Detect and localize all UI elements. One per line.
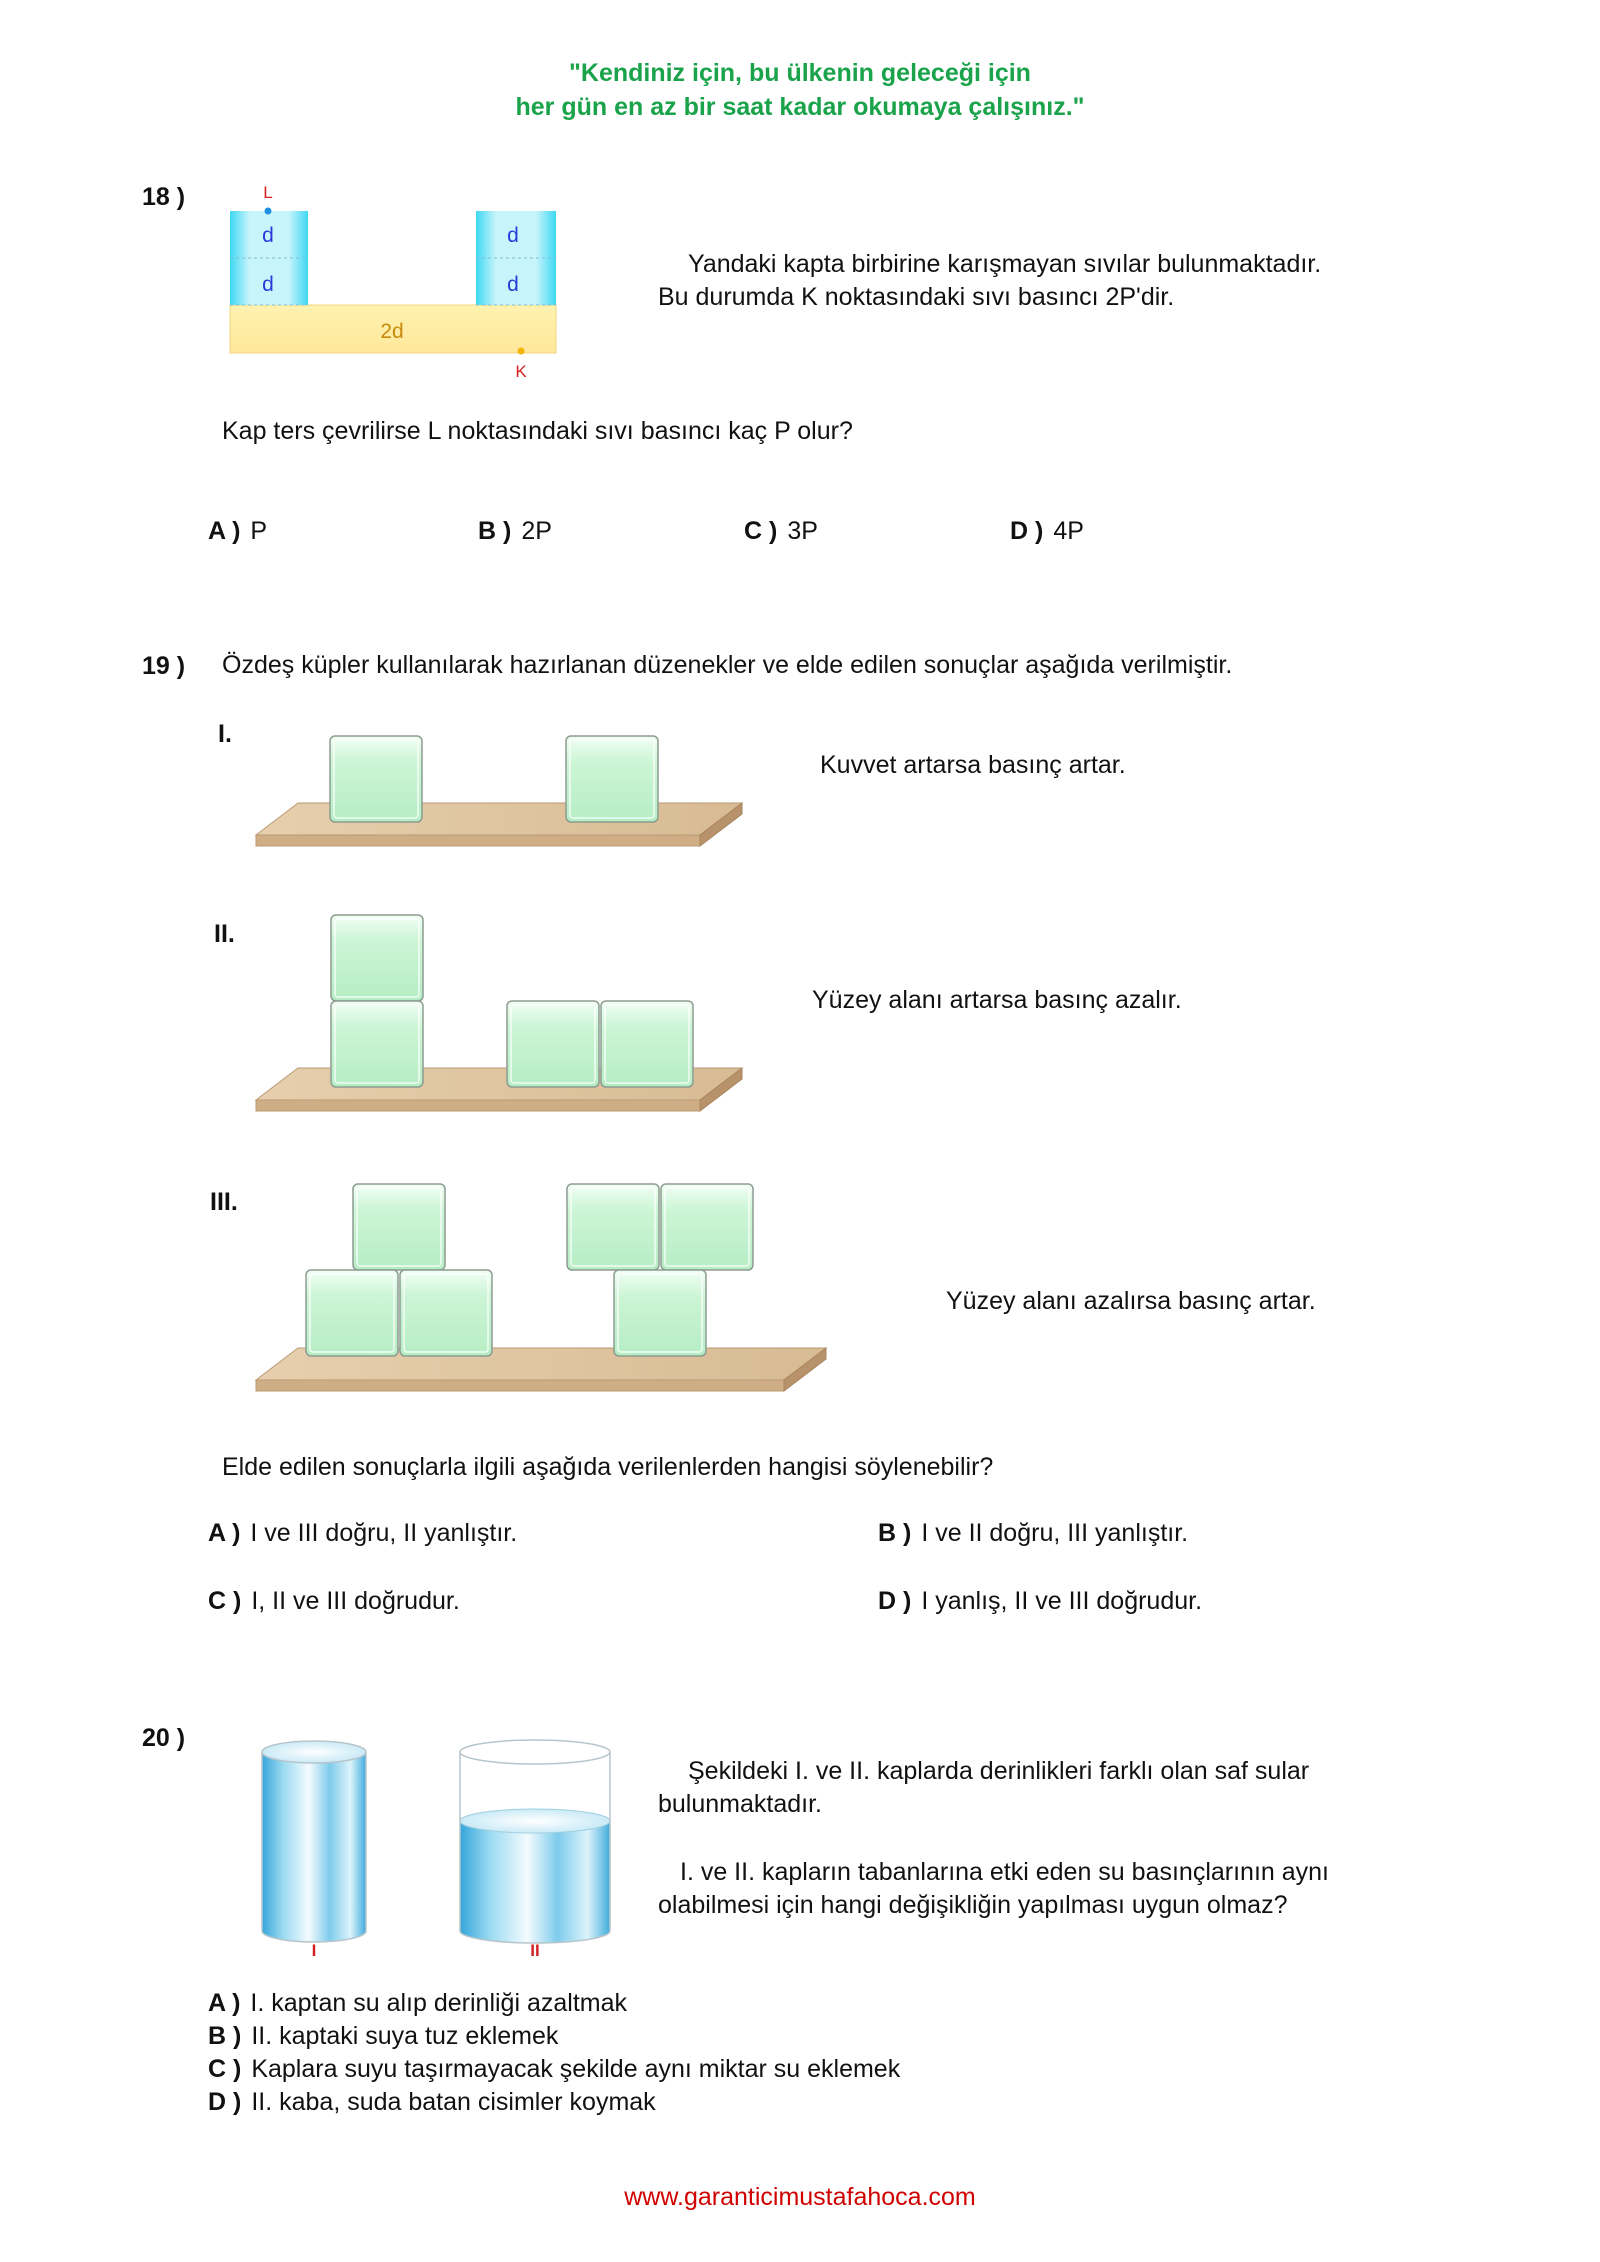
- q20-containers-diagram: [250, 1735, 630, 1963]
- q20-text-2a: I. ve II. kapların tabanlarına etki eden su basınçlarının aynı: [680, 1858, 1329, 1886]
- footer-website-link[interactable]: www.garanticimustafahoca.com: [624, 2183, 976, 2211]
- q20-option-c[interactable]: [208, 2052, 900, 2086]
- cube: [306, 1270, 398, 1356]
- option-letter: D ): [208, 2088, 242, 2116]
- option-text: I. kaptan su alıp derinliği azaltmak: [250, 1989, 627, 2017]
- right-d-bottom: d: [507, 273, 519, 296]
- cube: [566, 736, 658, 822]
- container-2-label: II: [530, 1941, 540, 1960]
- q19-option-d[interactable]: [878, 1584, 1202, 1618]
- option-letter: C ): [208, 1587, 242, 1615]
- q19-question: Elde edilen sonuçlarla ilgili aşağıda verilenlerden hangisi söylenebilir?: [222, 1453, 994, 1481]
- q20-text-2b: olabilmesi için hangi değişikliğin yapılması uygun olmaz?: [658, 1891, 1288, 1919]
- q19-option-b[interactable]: [878, 1516, 1188, 1550]
- cube: [331, 915, 423, 1001]
- q18-option-b[interactable]: [478, 514, 552, 548]
- q20-number: 20 ): [142, 1724, 186, 1752]
- cube: [567, 1184, 659, 1270]
- option-text: I ve III doğru, II yanlıştır.: [250, 1519, 518, 1547]
- q18-option-a[interactable]: [208, 514, 267, 548]
- q20-option-a[interactable]: [208, 1986, 627, 2020]
- point-k-label: K: [515, 362, 527, 381]
- option-letter: D ): [878, 1587, 912, 1615]
- setup-1-label: I.: [218, 720, 232, 748]
- option-text: 3P: [787, 517, 818, 545]
- option-text: 2P: [521, 517, 552, 545]
- q18-option-d[interactable]: [1010, 514, 1084, 548]
- option-letter: C ): [744, 517, 778, 545]
- option-text: II. kaptaki suya tuz eklemek: [251, 2022, 559, 2050]
- q18-text-1: Yandaki kapta birbirine karışmayan sıvılar bulunmaktadır.: [688, 250, 1322, 278]
- option-letter: A ): [208, 1989, 241, 2017]
- q19-number: 19 ): [142, 652, 186, 680]
- option-text: I yanlış, II ve III doğrudur.: [921, 1587, 1203, 1615]
- q18-text-2: Bu durumda K noktasındaki sıvı basıncı 2P'dir.: [658, 283, 1175, 311]
- option-text: I ve II doğru, III yanlıştır.: [921, 1519, 1189, 1547]
- cube: [331, 1001, 423, 1087]
- board-setup-1: [256, 803, 742, 846]
- cube: [614, 1270, 706, 1356]
- option-text: 4P: [1053, 517, 1084, 545]
- option-letter: C ): [208, 2055, 242, 2083]
- point-l-label: L: [263, 183, 273, 202]
- cube: [330, 736, 422, 822]
- setup-2-label: II.: [214, 920, 235, 948]
- q19-option-c[interactable]: [208, 1584, 460, 1618]
- cube: [353, 1184, 445, 1270]
- option-text: Kaplara suyu taşırmayacak şekilde aynı miktar su eklemek: [251, 2055, 901, 2083]
- left-d-top: d: [262, 224, 274, 247]
- motto-line-1: "Kendiniz için, bu ülkenin geleceği için: [569, 59, 1031, 87]
- cube: [507, 1001, 599, 1087]
- option-text: I, II ve III doğrudur.: [251, 1587, 460, 1615]
- cube: [400, 1270, 492, 1356]
- option-text: P: [250, 517, 268, 545]
- q20-option-b[interactable]: [208, 2019, 558, 2053]
- bottom-2d-label: 2d: [380, 320, 404, 343]
- setup-2-result: Yüzey alanı artarsa basınç azalır.: [812, 986, 1182, 1014]
- option-letter: B ): [478, 517, 512, 545]
- board-setup-3: [256, 1348, 826, 1391]
- option-letter: B ): [878, 1519, 912, 1547]
- option-text: II. kaba, suda batan cisimler koymak: [251, 2088, 656, 2116]
- cube: [601, 1001, 693, 1087]
- board-setup-2: [256, 1068, 742, 1111]
- q19-intro: Özdeş küpler kullanılarak hazırlanan düzenekler ve elde edilen sonuçlar aşağıda verilmiştir.: [222, 651, 1233, 679]
- q20-text-1a: Şekildeki I. ve II. kaplarda derinlikleri farklı olan saf sular: [688, 1757, 1310, 1785]
- q20-option-d[interactable]: [208, 2085, 656, 2119]
- point-k-dot: [518, 348, 525, 355]
- left-d-bottom: d: [262, 273, 274, 296]
- container-2: [460, 1740, 610, 1943]
- setup-1-result: Kuvvet artarsa basınç artar.: [820, 751, 1126, 779]
- q20-text-1b: bulunmaktadır.: [658, 1790, 822, 1818]
- right-d-top: d: [507, 224, 519, 247]
- option-letter: A ): [208, 1519, 241, 1547]
- container-1-label: I: [311, 1941, 317, 1960]
- point-l-dot: [265, 208, 272, 215]
- q18-question: Kap ters çevrilirse L noktasındaki sıvı basıncı kaç P olur?: [222, 417, 853, 445]
- option-letter: B ): [208, 2022, 242, 2050]
- q19-option-a[interactable]: [208, 1516, 517, 1550]
- setup-3-label: III.: [210, 1188, 238, 1216]
- setup-3-result: Yüzey alanı azalırsa basınç artar.: [946, 1287, 1316, 1315]
- cube: [661, 1184, 753, 1270]
- q18-option-c[interactable]: [744, 514, 818, 548]
- option-letter: D ): [1010, 517, 1044, 545]
- option-letter: A ): [208, 517, 241, 545]
- container-1: [262, 1741, 366, 1942]
- q18-number: 18 ): [142, 183, 186, 211]
- q18-u-tube-diagram: [220, 178, 570, 388]
- motto-line-2: her gün en az bir saat kadar okumaya çalışınız.": [515, 93, 1085, 121]
